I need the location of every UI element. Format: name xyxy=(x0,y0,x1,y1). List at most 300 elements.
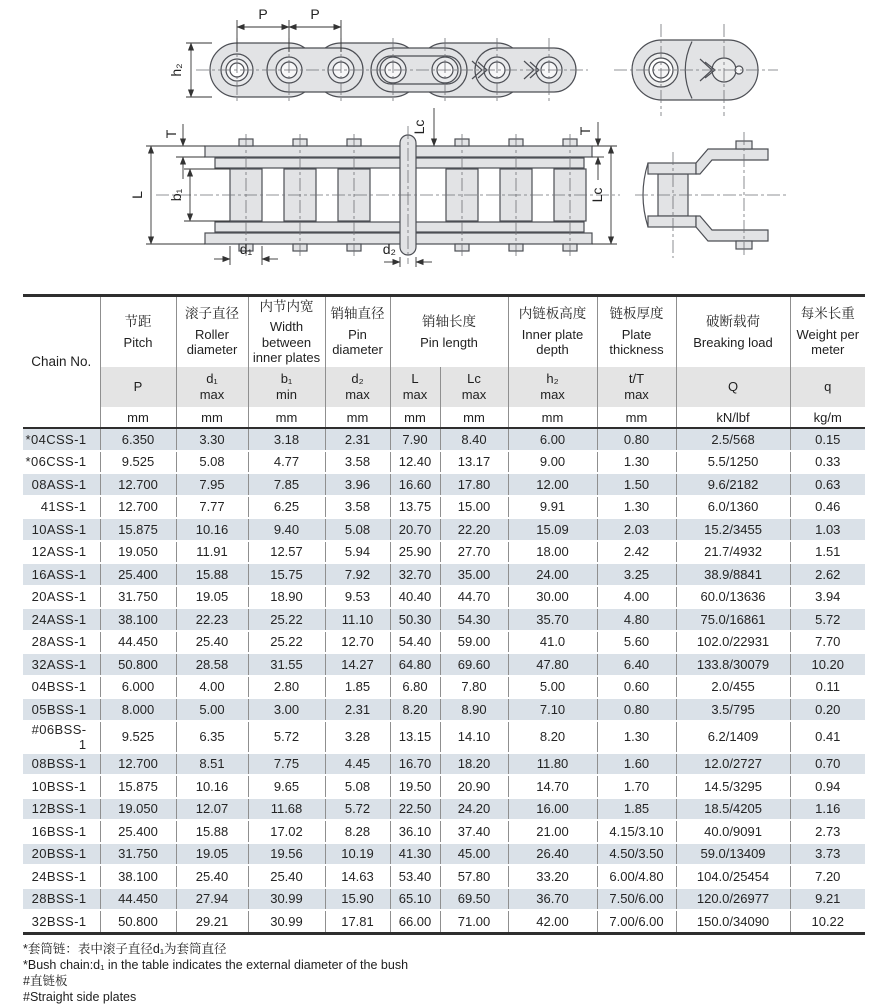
value-cell: 9.53 xyxy=(325,586,390,609)
value-cell: 25.40 xyxy=(176,865,248,888)
value-cell: 15.2/3455 xyxy=(676,518,790,541)
value-cell: 1.03 xyxy=(790,518,865,541)
table-body xyxy=(23,428,865,933)
value-cell: 38.100 xyxy=(100,608,176,631)
value-cell: 9.6/2182 xyxy=(676,473,790,496)
value-cell: 8.40 xyxy=(440,428,508,451)
value-cell: 15.90 xyxy=(325,888,390,911)
value-cell: 19.050 xyxy=(100,541,176,564)
value-cell: 12.700 xyxy=(100,473,176,496)
value-cell: 50.800 xyxy=(100,910,176,933)
value-cell: 71.00 xyxy=(440,910,508,933)
value-cell: 3.96 xyxy=(325,473,390,496)
value-cell: 2.73 xyxy=(790,820,865,843)
chain-drawings xyxy=(0,0,888,292)
value-cell: 44.450 xyxy=(100,631,176,654)
value-cell: 3.00 xyxy=(248,698,325,721)
value-cell: 5.08 xyxy=(325,775,390,798)
value-cell: 2.31 xyxy=(325,428,390,451)
value-cell: 5.08 xyxy=(325,518,390,541)
chain-no-cell: 12ASS-1 xyxy=(23,541,100,564)
value-cell: 69.50 xyxy=(440,888,508,911)
unit-cell: mm xyxy=(100,407,176,428)
value-cell: 5.72 xyxy=(248,721,325,753)
chain-no-cell: 20ASS-1 xyxy=(23,586,100,609)
value-cell: 5.08 xyxy=(176,451,248,474)
chain-no-cell: 24BSS-1 xyxy=(23,865,100,888)
value-cell: 35.70 xyxy=(508,608,597,631)
value-cell: 7.00/6.00 xyxy=(597,910,676,933)
unit-cell: mm xyxy=(248,407,325,428)
value-cell: 2.80 xyxy=(248,676,325,699)
value-cell: 6.35 xyxy=(176,721,248,753)
table-row xyxy=(23,473,865,496)
value-cell: 8.28 xyxy=(325,820,390,843)
value-cell: 1.16 xyxy=(790,798,865,821)
value-cell: 41.30 xyxy=(390,843,440,866)
value-cell: 35.00 xyxy=(440,563,508,586)
value-cell: 14.5/3295 xyxy=(676,775,790,798)
value-cell: 42.00 xyxy=(508,910,597,933)
value-cell: 25.22 xyxy=(248,608,325,631)
value-cell: 15.09 xyxy=(508,518,597,541)
value-cell: 18.20 xyxy=(440,753,508,776)
symbol-p: P xyxy=(100,367,176,407)
value-cell: 15.75 xyxy=(248,563,325,586)
value-cell: 30.99 xyxy=(248,888,325,911)
chain-no-cell: 04BSS-1 xyxy=(23,676,100,699)
value-cell: 18.90 xyxy=(248,586,325,609)
chain-no-cell: 20BSS-1 xyxy=(23,843,100,866)
table-row xyxy=(23,865,865,888)
value-cell: 0.46 xyxy=(790,496,865,519)
value-cell: 50.30 xyxy=(390,608,440,631)
value-cell: 31.750 xyxy=(100,843,176,866)
value-cell: 3.58 xyxy=(325,451,390,474)
col-header-pin-diameter: 销轴直径 Pin diameter xyxy=(325,296,390,368)
unit-cell: mm xyxy=(390,407,440,428)
value-cell: 2.42 xyxy=(597,541,676,564)
chain-no-cell: *06CSS-1 xyxy=(23,451,100,474)
value-cell: 38.9/8841 xyxy=(676,563,790,586)
value-cell: 12.57 xyxy=(248,541,325,564)
value-cell: 38.100 xyxy=(100,865,176,888)
value-cell: 54.30 xyxy=(440,608,508,631)
value-cell: 3.25 xyxy=(597,563,676,586)
value-cell: 7.20 xyxy=(790,865,865,888)
value-cell: 25.22 xyxy=(248,631,325,654)
chain-no-cell: *04CSS-1 xyxy=(23,428,100,451)
table-row xyxy=(23,798,865,821)
value-cell: 9.00 xyxy=(508,451,597,474)
value-cell: 11.10 xyxy=(325,608,390,631)
chain-no-cell: 32ASS-1 xyxy=(23,653,100,676)
value-cell: 9.91 xyxy=(508,496,597,519)
unit-cell: kg/m xyxy=(790,407,865,428)
value-cell: 1.60 xyxy=(597,753,676,776)
value-cell: 13.75 xyxy=(390,496,440,519)
dim-label-t-right: T xyxy=(577,126,593,136)
value-cell: 4.50/3.50 xyxy=(597,843,676,866)
value-cell: 7.75 xyxy=(248,753,325,776)
value-cell: 44.70 xyxy=(440,586,508,609)
value-cell: 7.10 xyxy=(508,698,597,721)
chain-no-cell: 10ASS-1 xyxy=(23,518,100,541)
value-cell: 14.70 xyxy=(508,775,597,798)
symbol-h2: h₂ max xyxy=(508,367,597,407)
unit-cell: mm xyxy=(597,407,676,428)
value-cell: 3.58 xyxy=(325,496,390,519)
col-header-breaking-load: 破断载荷 Breaking load xyxy=(676,296,790,368)
table-row xyxy=(23,428,865,451)
value-cell: 25.400 xyxy=(100,563,176,586)
table-row xyxy=(23,721,865,753)
table-row xyxy=(23,541,865,564)
value-cell: 3.94 xyxy=(790,586,865,609)
value-cell: 45.00 xyxy=(440,843,508,866)
value-cell: 1.85 xyxy=(597,798,676,821)
dim-label-l: L xyxy=(129,191,145,199)
value-cell: 9.525 xyxy=(100,721,176,753)
value-cell: 64.80 xyxy=(390,653,440,676)
value-cell: 40.40 xyxy=(390,586,440,609)
value-cell: 15.88 xyxy=(176,820,248,843)
value-cell: 6.80 xyxy=(390,676,440,699)
col-header-inner-width: 内节内宽 Width between inner plates xyxy=(248,296,325,368)
value-cell: 6.00/4.80 xyxy=(597,865,676,888)
table-row xyxy=(23,608,865,631)
value-cell: 8.20 xyxy=(508,721,597,753)
value-cell: 9.525 xyxy=(100,451,176,474)
value-cell: 40.0/9091 xyxy=(676,820,790,843)
chain-drawings-svg xyxy=(0,0,888,292)
dim-label-lc-right: Lc xyxy=(589,187,605,203)
unit-cell: mm xyxy=(176,407,248,428)
value-cell: 3.5/795 xyxy=(676,698,790,721)
value-cell: 17.81 xyxy=(325,910,390,933)
value-cell: 4.15/3.10 xyxy=(597,820,676,843)
symbol-l: L max xyxy=(390,367,440,407)
chain-no-cell: 41SS-1 xyxy=(23,496,100,519)
value-cell: 8.51 xyxy=(176,753,248,776)
value-cell: 24.00 xyxy=(508,563,597,586)
value-cell: 25.40 xyxy=(176,631,248,654)
value-cell: 0.60 xyxy=(597,676,676,699)
value-cell: 20.90 xyxy=(440,775,508,798)
symbol-d2: d₂ max xyxy=(325,367,390,407)
value-cell: 57.80 xyxy=(440,865,508,888)
value-cell: 102.0/22931 xyxy=(676,631,790,654)
value-cell: 0.11 xyxy=(790,676,865,699)
value-cell: 41.0 xyxy=(508,631,597,654)
value-cell: 12.07 xyxy=(176,798,248,821)
value-cell: 0.33 xyxy=(790,451,865,474)
value-cell: 31.55 xyxy=(248,653,325,676)
table-row xyxy=(23,631,865,654)
value-cell: 6.350 xyxy=(100,428,176,451)
value-cell: 5.94 xyxy=(325,541,390,564)
value-cell: 12.40 xyxy=(390,451,440,474)
value-cell: 19.56 xyxy=(248,843,325,866)
value-cell: 44.450 xyxy=(100,888,176,911)
symbol-b1: b₁ min xyxy=(248,367,325,407)
value-cell: 27.94 xyxy=(176,888,248,911)
value-cell: 21.7/4932 xyxy=(676,541,790,564)
footnote-bush-chain-cn: *套筒链：表中滚子直径d₁为套筒直径 xyxy=(23,941,227,956)
value-cell: 15.00 xyxy=(440,496,508,519)
value-cell: 2.62 xyxy=(790,563,865,586)
chain-no-cell: 16BSS-1 xyxy=(23,820,100,843)
table-row xyxy=(23,676,865,699)
value-cell: 30.00 xyxy=(508,586,597,609)
col-header-pitch: 节距 Pitch xyxy=(100,296,176,368)
chain-spec-table xyxy=(23,294,865,935)
value-cell: 66.00 xyxy=(390,910,440,933)
value-cell: 2.31 xyxy=(325,698,390,721)
chain-no-cell: 16ASS-1 xyxy=(23,563,100,586)
symbol-t: t/T max xyxy=(597,367,676,407)
value-cell: 10.16 xyxy=(176,518,248,541)
value-cell: 6.00 xyxy=(508,428,597,451)
value-cell: 16.70 xyxy=(390,753,440,776)
value-cell: 6.25 xyxy=(248,496,325,519)
value-cell: 59.00 xyxy=(440,631,508,654)
value-cell: 12.00 xyxy=(508,473,597,496)
table-row xyxy=(23,496,865,519)
value-cell: 10.22 xyxy=(790,910,865,933)
value-cell: 20.70 xyxy=(390,518,440,541)
value-cell: 25.400 xyxy=(100,820,176,843)
table-row xyxy=(23,653,865,676)
value-cell: 28.58 xyxy=(176,653,248,676)
value-cell: 1.85 xyxy=(325,676,390,699)
value-cell: 10.16 xyxy=(176,775,248,798)
symbol-lc: Lc max xyxy=(440,367,508,407)
value-cell: 65.10 xyxy=(390,888,440,911)
value-cell: 2.0/455 xyxy=(676,676,790,699)
value-cell: 69.60 xyxy=(440,653,508,676)
value-cell: 1.51 xyxy=(790,541,865,564)
table-row xyxy=(23,586,865,609)
value-cell: 59.0/13409 xyxy=(676,843,790,866)
value-cell: 5.72 xyxy=(325,798,390,821)
value-cell: 5.00 xyxy=(508,676,597,699)
chain-side-view-diagram xyxy=(168,6,588,102)
value-cell: 0.41 xyxy=(790,721,865,753)
value-cell: 150.0/34090 xyxy=(676,910,790,933)
value-cell: 8.90 xyxy=(440,698,508,721)
value-cell: 11.68 xyxy=(248,798,325,821)
col-header-chain-no: Chain No. xyxy=(23,296,100,429)
table-row xyxy=(23,775,865,798)
value-cell: 22.23 xyxy=(176,608,248,631)
value-cell: 7.85 xyxy=(248,473,325,496)
dim-label-h2: h₂ xyxy=(168,63,184,77)
value-cell: 4.45 xyxy=(325,753,390,776)
value-cell: 4.00 xyxy=(176,676,248,699)
table-row xyxy=(23,820,865,843)
value-cell: 4.77 xyxy=(248,451,325,474)
value-cell: 31.750 xyxy=(100,586,176,609)
value-cell: 75.0/16861 xyxy=(676,608,790,631)
dim-label-d1: d₁ xyxy=(239,241,253,257)
value-cell: 22.50 xyxy=(390,798,440,821)
chain-no-cell: 28ASS-1 xyxy=(23,631,100,654)
table-row xyxy=(23,698,865,721)
value-cell: 19.05 xyxy=(176,586,248,609)
value-cell: 9.21 xyxy=(790,888,865,911)
value-cell: 18.5/4205 xyxy=(676,798,790,821)
chain-no-cell: 28BSS-1 xyxy=(23,888,100,911)
value-cell: 19.50 xyxy=(390,775,440,798)
unit-cell: mm xyxy=(325,407,390,428)
value-cell: 29.21 xyxy=(176,910,248,933)
value-cell: 5.5/1250 xyxy=(676,451,790,474)
value-cell: 7.50/6.00 xyxy=(597,888,676,911)
col-header-plate-thickness: 链板厚度 Plate thickness xyxy=(597,296,676,368)
chain-no-cell: 32BSS-1 xyxy=(31,913,87,929)
value-cell: 0.80 xyxy=(597,698,676,721)
value-cell: 24.20 xyxy=(440,798,508,821)
value-cell: 32.70 xyxy=(390,563,440,586)
value-cell: 1.30 xyxy=(597,451,676,474)
col-header-inner-plate-depth: 内链板高度 Inner plate depth xyxy=(508,296,597,368)
footnotes xyxy=(23,941,888,1005)
value-cell: 36.70 xyxy=(508,888,597,911)
value-cell: 1.30 xyxy=(597,496,676,519)
value-cell: 30.99 xyxy=(248,910,325,933)
chain-plan-view-diagram xyxy=(129,108,620,267)
chain-no-cell: 12BSS-1 xyxy=(23,798,100,821)
value-cell: 19.050 xyxy=(100,798,176,821)
dim-label-d2: d₂ xyxy=(382,241,396,257)
dim-label-p1: P xyxy=(258,6,268,22)
col-header-roller-diameter: 滚子直径 Roller diameter xyxy=(176,296,248,368)
value-cell: 8.20 xyxy=(390,698,440,721)
value-cell: 19.05 xyxy=(176,843,248,866)
table-row xyxy=(23,563,865,586)
table-row xyxy=(23,910,865,933)
value-cell: 4.80 xyxy=(597,608,676,631)
value-cell: 2.03 xyxy=(597,518,676,541)
value-cell: 26.40 xyxy=(508,843,597,866)
value-cell: 6.2/1409 xyxy=(676,721,790,753)
value-cell: 7.95 xyxy=(176,473,248,496)
value-cell: 14.63 xyxy=(325,865,390,888)
col-header-weight-per-meter: 每米长重 Weight per meter xyxy=(790,296,865,368)
value-cell: 6.000 xyxy=(100,676,176,699)
dim-label-lc-mid: Lc xyxy=(411,119,427,135)
value-cell: 7.77 xyxy=(176,496,248,519)
value-cell: 13.17 xyxy=(440,451,508,474)
unit-cell: mm xyxy=(508,407,597,428)
table-row xyxy=(23,753,865,776)
chain-no-cell: #06BSS-1 xyxy=(23,721,100,753)
value-cell: 3.18 xyxy=(248,428,325,451)
value-cell: 11.80 xyxy=(508,753,597,776)
value-cell: 10.19 xyxy=(325,843,390,866)
value-cell: 9.40 xyxy=(248,518,325,541)
footnote-straight-plate-en: #Straight side plates xyxy=(23,989,137,1004)
value-cell: 0.63 xyxy=(790,473,865,496)
value-cell: 0.15 xyxy=(790,428,865,451)
value-cell: 15.875 xyxy=(100,775,176,798)
value-cell: 12.70 xyxy=(325,631,390,654)
dim-label-t-left: T xyxy=(163,129,179,139)
footnote-bush-chain-en: *Bush chain:d₁ in the table indicates the external diameter of the bush xyxy=(23,957,409,972)
dim-label-b1: b₁ xyxy=(168,188,184,202)
value-cell: 3.28 xyxy=(325,721,390,753)
value-cell: 37.40 xyxy=(440,820,508,843)
value-cell: 7.80 xyxy=(440,676,508,699)
value-cell: 33.20 xyxy=(508,865,597,888)
value-cell: 5.00 xyxy=(176,698,248,721)
value-cell: 18.00 xyxy=(508,541,597,564)
value-cell: 15.88 xyxy=(176,563,248,586)
value-cell: 14.10 xyxy=(440,721,508,753)
value-cell: 53.40 xyxy=(390,865,440,888)
offset-link-diagram xyxy=(635,132,788,258)
chain-no-cell: 08ASS-1 xyxy=(23,473,100,496)
symbol-d1: d₁ max xyxy=(176,367,248,407)
value-cell: 27.70 xyxy=(440,541,508,564)
value-cell: 16.00 xyxy=(508,798,597,821)
table-header xyxy=(23,296,865,429)
value-cell: 25.40 xyxy=(248,865,325,888)
value-cell: 14.27 xyxy=(325,653,390,676)
table-row xyxy=(23,518,865,541)
connecting-link-end-view-diagram xyxy=(614,24,778,116)
value-cell: 21.00 xyxy=(508,820,597,843)
value-cell: 60.0/13636 xyxy=(676,586,790,609)
value-cell: 2.5/568 xyxy=(676,428,790,451)
dim-label-p2: P xyxy=(310,6,320,22)
value-cell: 54.40 xyxy=(390,631,440,654)
value-cell: 6.0/1360 xyxy=(676,496,790,519)
value-cell: 4.00 xyxy=(597,586,676,609)
value-cell: 0.70 xyxy=(790,753,865,776)
chain-no-cell: 24ASS-1 xyxy=(23,608,100,631)
value-cell: 17.02 xyxy=(248,820,325,843)
chain-no-cell: 08BSS-1 xyxy=(23,753,100,776)
unit-cell: kN/lbf xyxy=(676,407,790,428)
value-cell: 17.80 xyxy=(440,473,508,496)
symbol-q-weight: q xyxy=(790,367,865,407)
value-cell: 1.70 xyxy=(597,775,676,798)
value-cell: 3.73 xyxy=(790,843,865,866)
value-cell: 0.94 xyxy=(790,775,865,798)
footnote-straight-plate-cn: #直链板 xyxy=(23,973,68,988)
value-cell: 120.0/26977 xyxy=(676,888,790,911)
value-cell: 36.10 xyxy=(390,820,440,843)
value-cell: 22.20 xyxy=(440,518,508,541)
value-cell: 15.875 xyxy=(100,518,176,541)
col-header-pin-length: 销轴长度 Pin length xyxy=(390,296,508,368)
table-row xyxy=(23,451,865,474)
value-cell: 6.40 xyxy=(597,653,676,676)
value-cell: 3.30 xyxy=(176,428,248,451)
value-cell: 133.8/30079 xyxy=(676,653,790,676)
chain-no-cell: 05BSS-1 xyxy=(23,698,100,721)
value-cell: 5.72 xyxy=(790,608,865,631)
value-cell: 1.30 xyxy=(597,721,676,753)
value-cell: 10.20 xyxy=(790,653,865,676)
table-row xyxy=(23,888,865,911)
value-cell: 104.0/25454 xyxy=(676,865,790,888)
chain-no-cell: 10BSS-1 xyxy=(23,775,100,798)
value-cell: 16.60 xyxy=(390,473,440,496)
value-cell: 11.91 xyxy=(176,541,248,564)
